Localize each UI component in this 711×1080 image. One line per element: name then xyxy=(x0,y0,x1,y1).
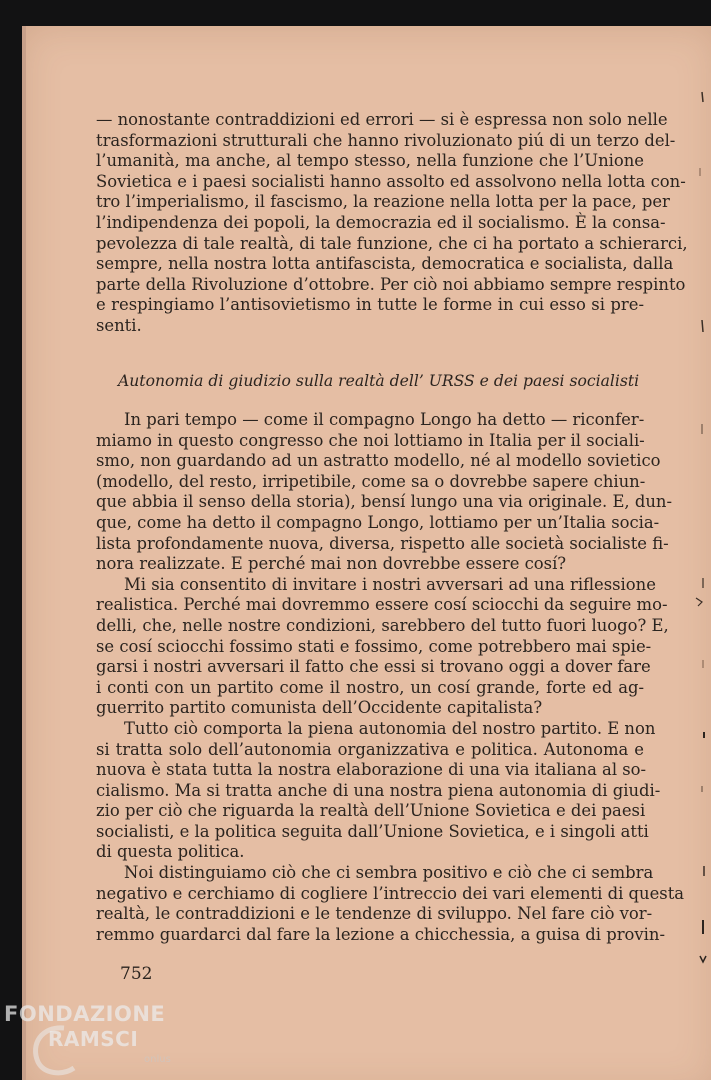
text-line: l’umanità, ma anche, al tempo stesso, nella funzione che l’Unione xyxy=(96,151,644,171)
text-line: realtà, le contraddizioni e le tendenze di sviluppo. Nel fare ciò vor- xyxy=(96,904,653,924)
text-line: lista profondamente nuova, diversa, rispetto alle società socialiste fi- xyxy=(96,533,669,553)
watermark-line-2: RAMSCI xyxy=(48,1027,139,1051)
text-line: que, come ha detto il compagno Longo, lottiamo per un’Italia socia- xyxy=(96,512,660,532)
text-line: senti. xyxy=(96,315,142,335)
text-line: — nonostante contraddizioni ed errori — si è espressa non solo nelle xyxy=(96,110,668,129)
text-line: Mi sia consentito di invitare i nostri avversari ad una riflessione xyxy=(124,574,656,594)
text-line: e respingiamo l’antisovietismo in tutte le forme in cui esso si pre- xyxy=(96,295,644,315)
paragraph xyxy=(96,863,685,945)
text-line: delli, che, nelle nostre condizioni, sarebbero del tutto fuori luogo? E, xyxy=(96,615,669,635)
text-line: l’indipendenza dei popoli, la democrazia ed il socialismo. È la consa- xyxy=(96,212,666,232)
paragraph xyxy=(96,410,672,575)
section-heading: Autonomia di giudizio sulla realtà dell’ URSS e dei paesi socialisti xyxy=(118,372,640,390)
text-line: trasformazioni strutturali che hanno rivoluzionato piú di un terzo del- xyxy=(96,130,676,150)
text-line: nora realizzate. E perché mai non dovrebbe essere cosí? xyxy=(96,554,567,574)
page-edge xyxy=(22,26,26,1080)
text-line: negativo e cerchiamo di cogliere l’intreccio dei vari elementi di questa xyxy=(96,883,685,903)
text-line: garsi i nostri avversari il fatto che essi si trovano oggi a dover fare xyxy=(96,657,651,677)
text-line: guerrito partito comunista dell’Occidente capitalista? xyxy=(96,698,543,718)
paragraph xyxy=(96,718,661,863)
text-line: sempre, nella nostra lotta antifascista, democratica e socialista, dalla xyxy=(96,254,674,274)
watermark-suffix: onlus xyxy=(144,1054,171,1065)
watermark-line-1: FONDAZIONE xyxy=(4,1002,166,1026)
text-line: Noi distinguiamo ciò che ci sembra positivo e ciò che ci sembra xyxy=(124,863,654,883)
paragraph-continuation xyxy=(96,110,688,337)
text-line: parte della Rivoluzione d’ottobre. Per ciò noi abbiamo sempre respinto xyxy=(96,274,686,294)
text-line: Tutto ciò comporta la piena autonomia del nostro partito. E non xyxy=(124,718,656,738)
text-line: smo, non guardando ad un astratto modello, né al modello sovietico xyxy=(96,451,661,471)
text-line: nuova è stata tutta la nostra elaborazione di una via italiana al so- xyxy=(96,760,647,780)
paragraph xyxy=(96,574,669,719)
text-line: se cosí sciocchi fossimo stati e fossimo, come potrebbero mai spie- xyxy=(96,636,652,656)
text-line: remmo guardarci dal fare la lezione a chicchessia, a guisa di provin- xyxy=(96,924,665,944)
text-line: tro l’imperialismo, il fascismo, la reazione nella lotta per la pace, per xyxy=(96,192,670,212)
text-line: pevolezza di tale realtà, di tale funzione, che ci ha portato a schierarci, xyxy=(96,233,688,253)
text-line: miamo in questo congresso che noi lottiamo in Italia per il sociali- xyxy=(96,430,645,450)
text-line: realistica. Perché mai dovremmo essere cosí sciocchi da seguire mo- xyxy=(96,595,668,615)
text-line: In pari tempo — come il compagno Longo ha detto — riconfer- xyxy=(124,410,645,429)
text-line: socialisti, e la politica seguita dall’Unione Sovietica, e i singoli atti xyxy=(96,821,649,841)
margin-marks xyxy=(690,0,711,1080)
text-line: di questa politica. xyxy=(96,842,245,862)
text-line: i conti con un partito come il nostro, un cosí grande, forte ed ag- xyxy=(96,677,644,697)
text-line: si tratta solo dell’autonomia organizzativa e politica. Autonoma e xyxy=(96,739,644,759)
watermark-logo xyxy=(2,1000,202,1080)
text-line: cialismo. Ma si tratta anche di una nostra piena autonomia di giudi- xyxy=(96,780,661,800)
text-line: que abbia il senso della storia), bensí lungo una via originale. E, dun- xyxy=(96,492,672,512)
page-number: 752 xyxy=(120,964,153,984)
section-body xyxy=(96,410,685,945)
text-line: zio per ciò che riguarda la realtà dell’Unione Sovietica e dei paesi xyxy=(96,801,646,821)
text-line: Sovietica e i paesi socialisti hanno assolto ed assolvono nella lotta con- xyxy=(96,171,686,191)
text-line: (modello, del resto, irripetibile, come sa o dovrebbe sapere chiun- xyxy=(96,471,646,491)
